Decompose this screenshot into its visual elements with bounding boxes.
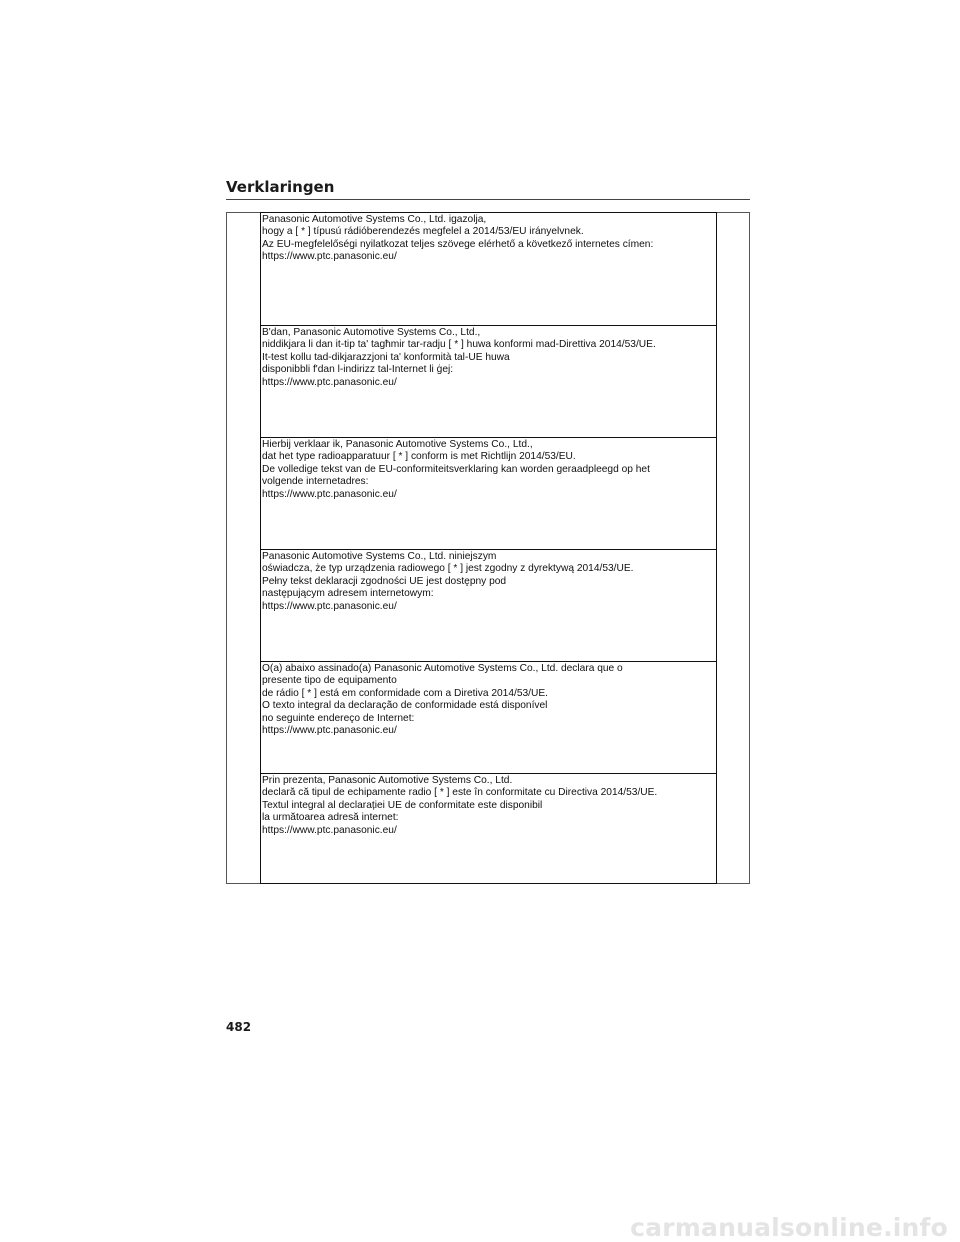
declaration-cell-pl: [261, 549, 716, 661]
declaration-url: https://www.ptc.panasonic.eu/: [262, 251, 397, 263]
declarations-table: [260, 212, 717, 884]
declaration-line: disponibbli f'dan l-indirizz tal-Internet li ġej:: [262, 364, 454, 376]
declaration-line: declară că tipul de echipamente radio [ * ] este în conformitate cu Directiva 2014/53/UE.: [262, 787, 658, 799]
declaration-line: volgende internetadres:: [262, 476, 369, 488]
declaration-line: la următoarea adresă internet:: [262, 812, 399, 824]
section-title: Verklaringen: [226, 178, 335, 196]
watermark: carmanualsonline.info: [630, 1213, 948, 1242]
title-divider: [226, 199, 750, 200]
declaration-line: Panasonic Automotive Systems Co., Ltd. igazolja,: [262, 214, 487, 225]
page-number: 482: [226, 1020, 252, 1034]
declaration-line: B'dan, Panasonic Automotive Systems Co., Ltd.,: [262, 327, 481, 338]
declaration-line: Prin prezenta, Panasonic Automotive Systems Co., Ltd.: [262, 775, 513, 786]
declaration-line: no seguinte endereço de Internet:: [262, 712, 415, 724]
declaration-cell-mt: [261, 325, 716, 437]
declaration-line: de rádio [ * ] está em conformidade com a Diretiva 2014/53/UE.: [262, 687, 548, 699]
declaration-cell-ro: [261, 773, 716, 885]
declaration-url: https://www.ptc.panasonic.eu/: [262, 488, 397, 500]
declaration-line: Panasonic Automotive Systems Co., Ltd. niniejszym: [262, 551, 497, 562]
declaration-line: oświadcza, że typ urządzenia radiowego [ * ] jest zgodny z dyrektywą 2014/53/UE.: [262, 563, 634, 575]
declaration-line: presente tipo de equipamento: [262, 675, 397, 687]
declaration-cell-hu: [261, 213, 716, 325]
declaration-line: Az EU-megfelelőségi nyilatkozat teljes szövege elérhető a következő internetes címen:: [262, 238, 654, 250]
declaration-line: dat het type radioapparatuur [ * ] conform is met Richtlijn 2014/53/EU.: [262, 451, 576, 463]
declaration-line: It-test kollu tad-dikjarazzjoni ta' konformità tal-UE huwa: [262, 351, 510, 363]
declaration-line: O texto integral da declaração de conformidade está disponível: [262, 700, 548, 712]
declaration-line: hogy a [ * ] típusú rádióberendezés megfelel a 2014/53/EU irányelvnek.: [262, 226, 584, 238]
declaration-line: Pełny tekst deklaracji zgodności UE jest dostępny pod: [262, 575, 507, 587]
declaration-cell-pt: [261, 661, 716, 773]
declaration-cell-nl: [261, 437, 716, 549]
declaration-url: https://www.ptc.panasonic.eu/: [262, 725, 397, 737]
declaration-line: następującym adresem internetowym:: [262, 588, 434, 600]
declaration-line: Textul integral al declarației UE de conformitate este disponibil: [262, 799, 543, 811]
declaration-line: niddikjara li dan it-tip ta' tagħmir tar-radju [ * ] huwa konformi mad-Direttiva 2014/53/UE.: [262, 339, 656, 351]
declaration-url: https://www.ptc.panasonic.eu/: [262, 376, 397, 388]
declaration-line: Hierbij verklaar ik, Panasonic Automotive Systems Co., Ltd.,: [262, 439, 533, 450]
declaration-url: https://www.ptc.panasonic.eu/: [262, 600, 397, 612]
declaration-line: O(a) abaixo assinado(a) Panasonic Automotive Systems Co., Ltd. declara que o: [262, 663, 623, 674]
declaration-line: De volledige tekst van de EU-conformiteitsverklaring kan worden geraadpleegd op het: [262, 463, 650, 475]
declaration-url: https://www.ptc.panasonic.eu/: [262, 824, 397, 836]
